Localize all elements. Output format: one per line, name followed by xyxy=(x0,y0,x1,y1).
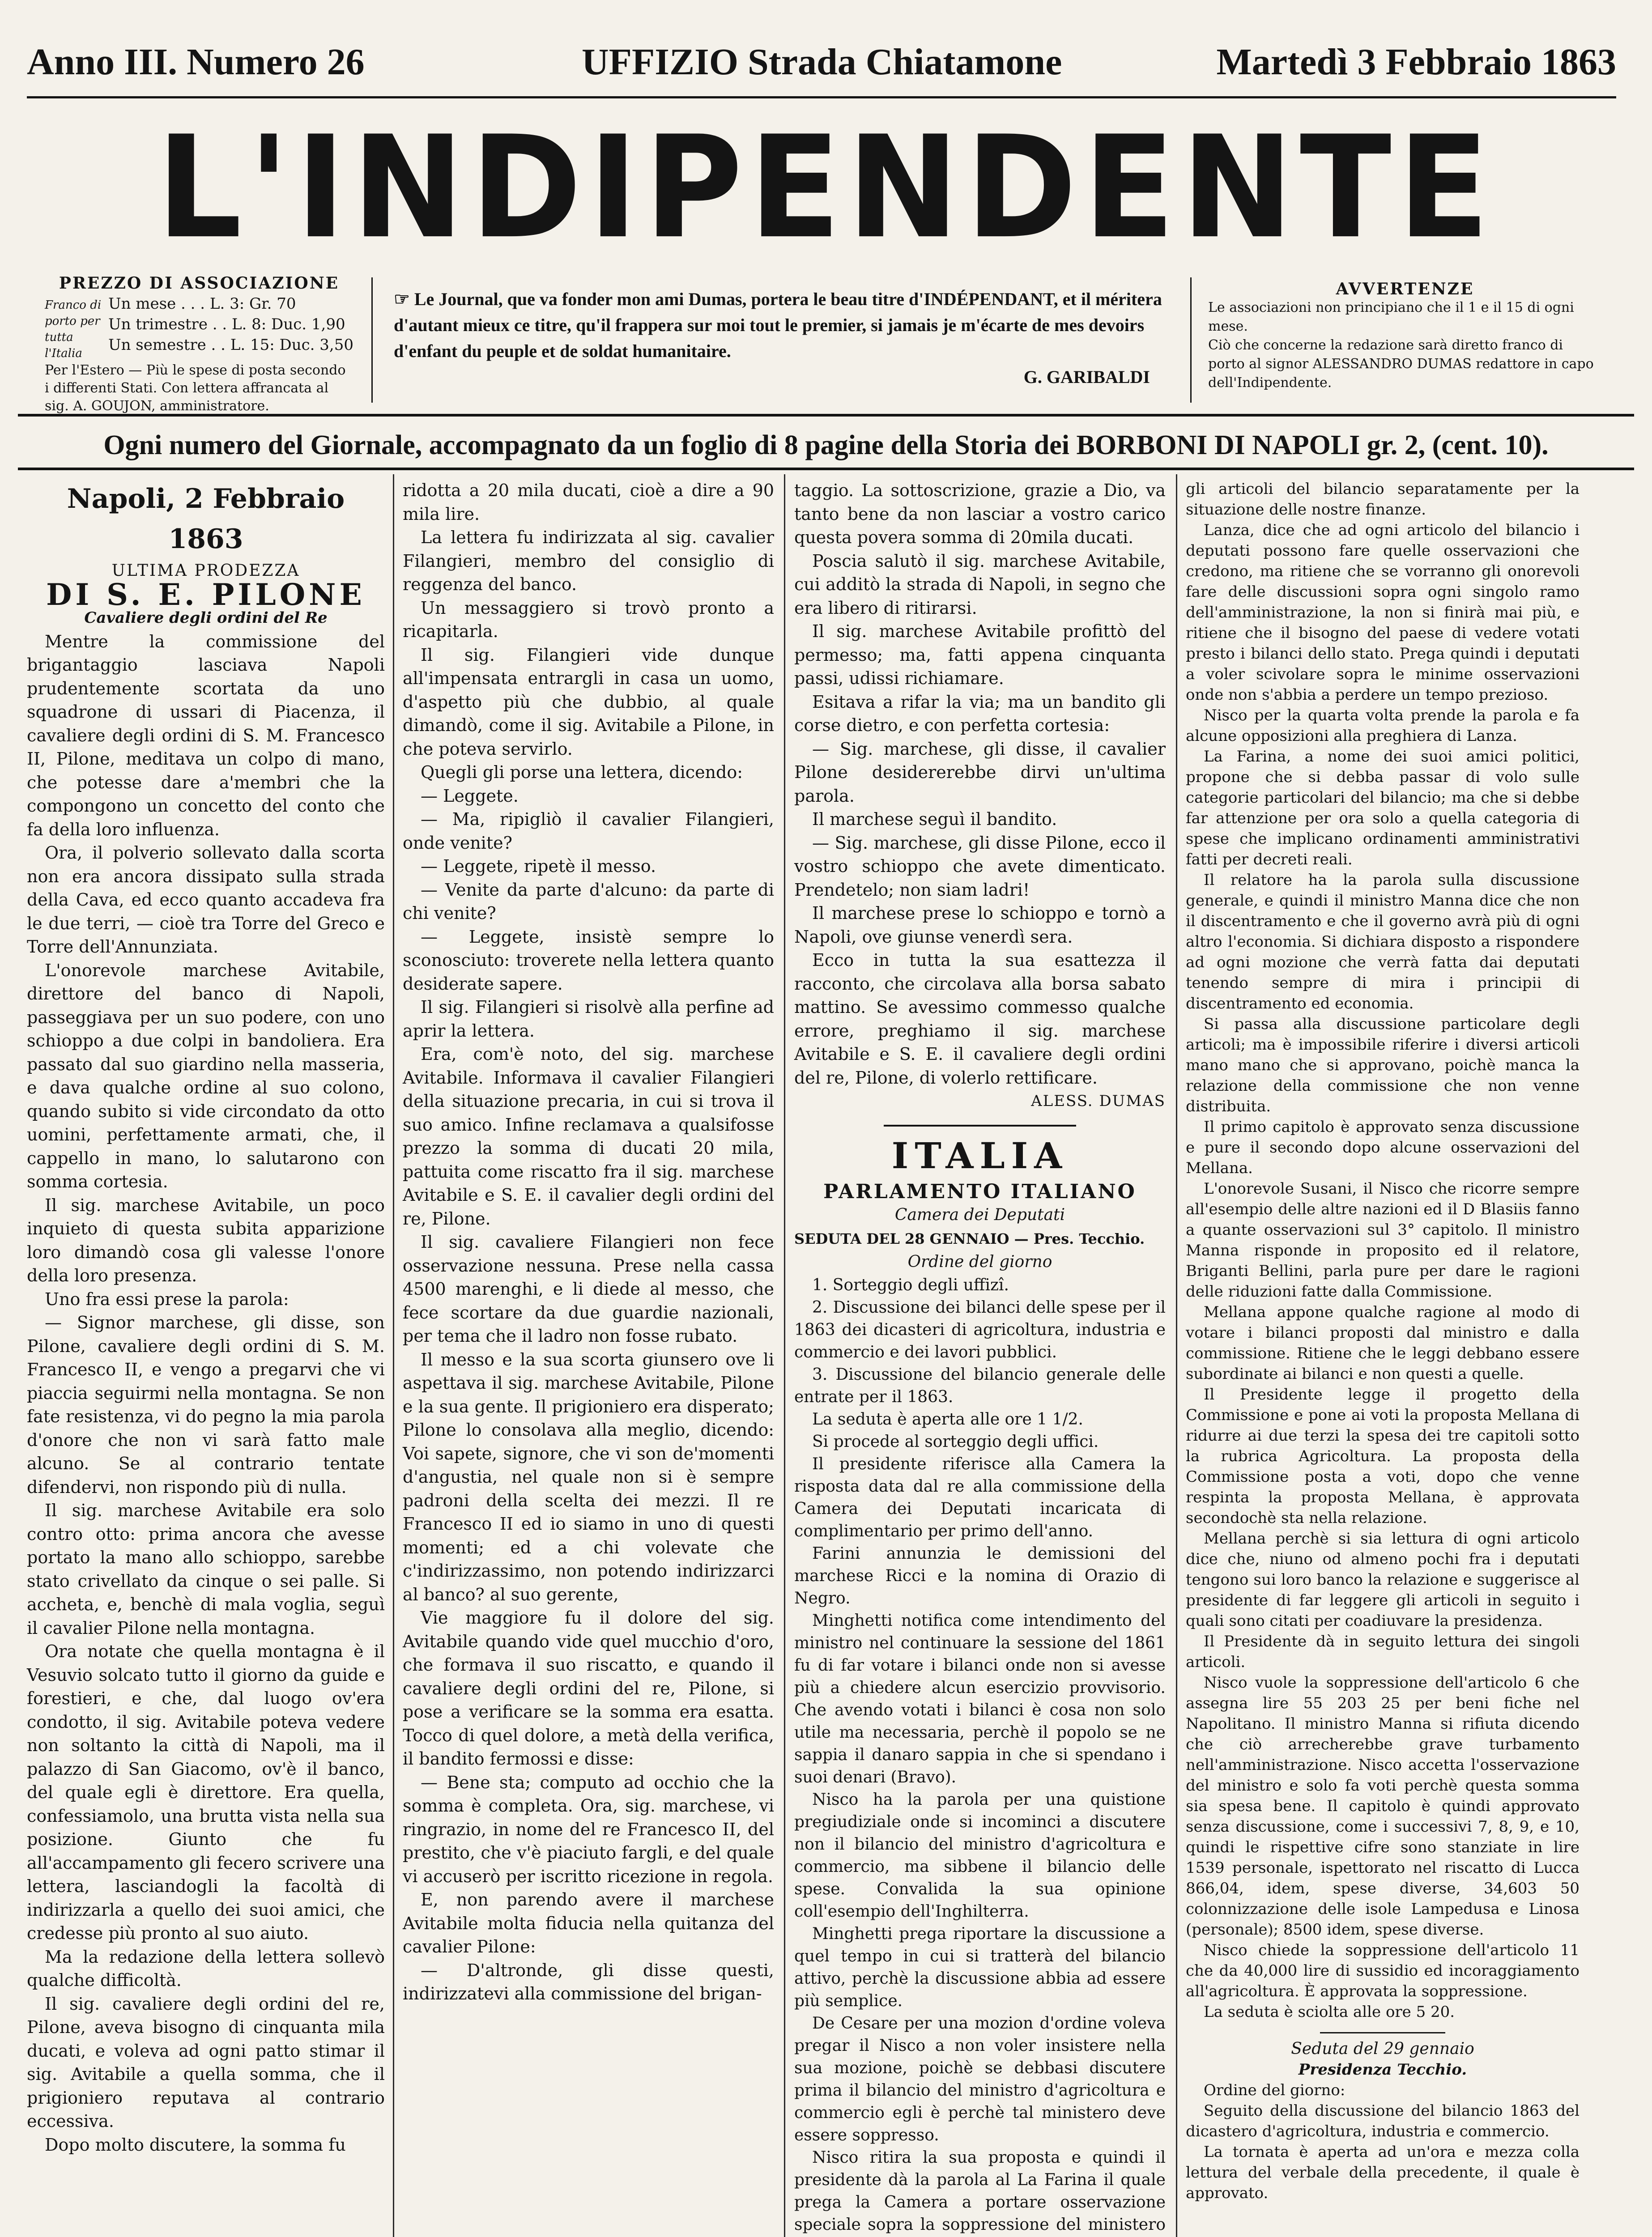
subscription-row: Un mese . . . L. 3: Gr. 70 xyxy=(108,295,296,313)
agenda-heading: Ordine del giorno: xyxy=(1204,2081,1345,2099)
paragraph: La lettera fu indirizzata al sig. cavalier Filangieri, membro del consiglio di reggenza del banco. xyxy=(403,527,774,594)
column-1 xyxy=(27,479,385,2156)
subscription-title: PREZZO DI ASSOCIAZIONE xyxy=(59,274,340,293)
masthead-title: L'INDIPENDENTE xyxy=(156,106,1496,270)
paragraph: — Leggete, ripetè il messo. xyxy=(421,856,656,876)
paragraph: Nisco ha la parola per una quistione pregiudiziale onde si incominci a discutere non il bilancio del ministro d'agricoltura e commercio, ma sibbene il bilancio delle spese. Convalida la sua opinione coll'esempio dell'Inghilterra. xyxy=(794,1790,1166,1921)
paragraph: Il sig. marchese Avitabile era solo contro otto: prima ancora che avesse portato la mano allo schioppo, sarebbe stato crivellato da cinque o sei palle. Si accheta, e, benchè di mala voglia, seguì il cavalier Pilone nella montagna. xyxy=(27,1501,385,1638)
agenda-item: La seduta è aperta alle ore 1 1/2. xyxy=(812,1410,1083,1429)
paragraph: L'onorevole marchese Avitabile, direttore del banco di Napoli, passeggiava per un suo podere, con uno schioppo a due colpi in bandoliera. Era passato dal suo giardino nella masseria, e dava qualche ordine al suo colono, quando subito si vide circondato da otto uomini, perfettamente armati, che, il cappello in mano, lo salutarono con somma cortesia. xyxy=(27,960,385,1191)
column-2 xyxy=(403,479,774,2006)
paragraph: — Venite da parte d'alcuno: da parte di chi venite? xyxy=(403,880,774,923)
paragraph: — Leggete. xyxy=(421,786,519,806)
paragraph: Lanza, dice che ad ogni articolo del bilancio i deputati possono fare quelle osservazioni che credono, ma ritiene che se vorranno gli onorevoli fare delle discussioni sopra ogni singolo ramo dell'amministrazione, la non si finirà mai più, e ritiene che il bisogno del paese di vedere votati presto i bilanci dello stato. Prega quindi i deputati a voler scivolare sopra le minime osservazioni onde non s'abbia a perdere un tempo prezioso. xyxy=(1186,521,1580,704)
paragraph: ridotta a 20 mila ducati, cioè a dire a 90 mila lire. xyxy=(403,481,774,524)
paragraph: Il messo e la sua scorta giunsero ove li aspettava il sig. marchese Avitabile, Pilone e la sua gente. Il prigioniero era disperato; Pilone lo consolava alla meglio, dicendo: Voi sapete, signore, che vi son de'momenti d'angustia, nel quale non si è sempre padroni della scelta dei mezzi. Il re Francesco II ed io siamo in uno di questi momenti; ed a chi volevate che c'indirizzassimo, non potendo indirizzarci al banco? al suo gerente, xyxy=(403,1349,774,1604)
paragraph: Vie maggiore fu il dolore del sig. Avitabile quando vide quel mucchio d'oro, che formava il suo riscatto, e quando il cavaliere degli ordini del re, Pilone, si pose a verificare se la somma era esatta. Tocco di quel dolore, a metà della verifica, il bandito fermossi e disse: xyxy=(403,1608,774,1769)
header-divider xyxy=(371,277,373,403)
paragraph: E, non parendo avere il marchese Avitabile molta fiducia nella quitanza del cavalier Pilone: xyxy=(403,1890,774,1956)
paragraph: Il Presidente dà in seguito lettura dei singoli articoli. xyxy=(1186,1633,1580,1671)
paragraph: L'onorevole Susani, il Nisco che ricorre sempre all'esempio delle altre nazioni ed il D Blasiis fanno a quante osservazioni sul 3° capitolo. Il ministro Manna risponde in proposito ed il relatore, Briganti Bellini, parla pure per dare le ragioni delle riduzioni fatte dalla Commissione. xyxy=(1186,1180,1580,1301)
paragraph: Ora, il polverio sollevato dalla scorta non era ancora dissipato sulla strada della Cava, ed ecco quanto accadeva fra le due terri, — cioè tra Torre del Greco e Torre dell'Annunziata. xyxy=(27,843,385,957)
paragraph: Nisco per la quarta volta prende la parola e fa alcune opposizioni alla preghiera di Lanza. xyxy=(1186,706,1580,745)
office-address: UFFIZIO Strada Chiatamone xyxy=(582,41,1062,83)
paragraph: Il relatore ha la parola sulla discussione generale, e quindi il ministro Manna dice che non il discentramento e che il governo avrà più di ogni altro l'economia. Si dichiara disposto a rispondere ad ogni mozione che verrà fatta dai deputati tenendo sempre di mira i principii di discentramento ed economia. xyxy=(1186,871,1580,1012)
top-rule xyxy=(27,96,1616,98)
paragraph: Il presidente riferisce alla Camera la risposta data dal re alla commissione della Camera dei Deputati incaricata di complimentario per primo dell'anno. xyxy=(794,1454,1166,1540)
paragraph: — Bene sta; computo ad occhio che la somma è completa. Ora, sig. marchese, vi ringrazio, in nome del re Francesco II, del prestito, che v'è piaciuto fargli, e del quale vi accuserò per iscritto ricezione in regola. xyxy=(403,1772,774,1886)
paragraph: Il sig. Filangieri vide dunque all'impensata entrargli in casa un uomo, d'aspetto più che dubbio, al quale dimandò, come il sig. Avitabile a Pilone, in che poteva servirlo. xyxy=(403,645,774,759)
price-banner: Ogni numero del Giornale, accompagnato da un foglio di 8 pagine della Storia dei BORBONI DI NAPOLI gr. 2, (cent. 10). xyxy=(103,430,1549,460)
motto-signature: G. GARIBALDI xyxy=(1023,367,1150,387)
agenda-item: Si procede al sorteggio degli uffici. xyxy=(812,1432,1099,1451)
paragraph: Il sig. marchese Avitabile profittò del permesso; ma, fatti appena cinquanta passi, udissi richiamare. xyxy=(794,621,1166,688)
paragraph: Nisco ritira la sua proposta e quindi il presidente dà la parola al La Farina il quale prega la Camera a portare osservazione speciale sopra la soppressione del ministero xyxy=(794,2148,1166,2234)
column-divider xyxy=(393,474,394,2237)
header-divider xyxy=(1190,277,1192,403)
paragraph: — Sig. marchese, gli disse, il cavalier Pilone desidererebbe dirvi un'ultima parola. xyxy=(794,739,1166,806)
banner-rule-top xyxy=(18,414,1634,417)
paragraph: Il marchese seguì il bandito. xyxy=(812,809,1057,829)
paragraph: Mellana perchè si sia lettura di ogni articolo dice che, niuno od almeno pochi fra i deputati tengono sui loro banco la relazione e suggerisce al presidente di far leggere gli articoli in seguito i quali sono citati per coadiuvare la presidenza. xyxy=(1186,1530,1580,1630)
paragraph: Ma la redazione della lettera sollevò qualche difficoltà. xyxy=(27,1947,385,1990)
column-divider xyxy=(1176,474,1177,2237)
paragraph: Esitava a rifar la via; ma un bandito gli corse dietro, e con perfetta cortesia: xyxy=(794,692,1166,735)
paragraph: Mellana appone qualche ragione al modo di votare i bilanci proposti dal ministro e dalla commissione. Ritiene che le leggi debbano essere subordinate ai bilanci e non questi a quelle. xyxy=(1186,1303,1580,1383)
paragraph: taggio. La sottoscrizione, grazie a Dio, va tanto bene da non lasciar a vostro carico questa povera somma di 20mila ducati. xyxy=(794,481,1166,547)
paragraph: Ora notate che quella montagna è il Vesuvio solcato tutto il giorno da guide e forestieri, e che, dal luogo ov'era condotto, il sig. Avitabile poteva vedere non soltanto la città di Napoli, ma il palazzo di San Giacomo, ov'è il banco, del quale egli è direttore. Era quella, confessiamolo, una brutta vista nella sua posizione. Giunto che fu all'accampamento gli fecero scrivere una lettera, lasciandogli la facoltà di indirizzarla a quello dei suoi amici, che credesse più pronto al suo aiuto. xyxy=(27,1642,385,1943)
issue-date: Martedì 3 Febbraio 1863 xyxy=(1216,41,1616,83)
paragraph: La seduta è sciolta alle ore 5 20. xyxy=(1204,2003,1455,2021)
notice-title: AVVERTENZE xyxy=(1336,280,1474,298)
paragraph: Posciа salutò il sig. marchese Avitabile, cui additò la strada di Napoli, in segno che era libero di ritirarsi. xyxy=(794,551,1166,618)
paragraph: Il marchese prese lo schioppo e tornò a Napoli, ove giunse venerdì sera. xyxy=(794,903,1166,947)
banner-rule-bottom xyxy=(18,468,1634,470)
paragraph: Nisco chiede la soppressione dell'articolo 11 che da 40,000 lire di sussidio ed incoraggiamento all'agricoltura. È approvata la soppressione. xyxy=(1186,1941,1580,2000)
paragraph: Il sig. Filangieri si risolvè alla perfine ad aprir la lettera. xyxy=(403,997,774,1041)
subscription-row: Un trimestre . . L. 8: Duc. 1,90 xyxy=(108,315,345,333)
paragraph: — D'altronde, gli disse questi, indirizzatevi alla commissione del brigan- xyxy=(403,1960,774,2003)
paragraph: Seguito della discussione del bilancio 1863 del dicastero d'agricoltura, industria e commercio. xyxy=(1186,2102,1580,2140)
session-line: SEDUTA DEL 28 GENNAIO — Pres. Tecchio. xyxy=(794,1230,1145,1247)
article-headline: DI S. E. PILONE xyxy=(46,577,366,612)
motto-text: ☞ Le Journal, que va fonder mon ami Dumas, portera le beau titre d'INDÉPENDANT, et il méritera d'autant mieux ce titre, qu'il frappera sur moi tout le premier, si jamais je m'écarte de mes devoirs d'enfant du peuple et de soldat humanitaire. xyxy=(394,289,1162,361)
agenda-item: 1. Sorteggio degli uffizî. xyxy=(812,1276,1009,1294)
notice-line: Le associazioni non principiano che il 1 e il 15 di ogni mese. xyxy=(1208,300,1574,334)
paragraph: Minghetti prega riportare la discussione a quel tempo in cui si tratterà del bilancio attivo, perchè la discussione abbia ad essere più semplice. xyxy=(794,1924,1166,2010)
paragraph: — Sig. marchese, gli disse Pilone, ecco il vostro schioppo che avete dimenticato. Prendetelo; non siam ladri! xyxy=(794,833,1166,900)
paragraph: gli articoli del bilancio separatamente per la situazione delle nostre finanze. xyxy=(1186,480,1580,519)
paragraph: Il primo capitolo è approvato senza discussione e pure il secondo dopo alcune osservazioni del Mellana. xyxy=(1186,1118,1580,1177)
paragraph: Si passa alla discussione particolare degli articoli; ma è impossibile riferire i diversi articoli mano mano che si approvano, poichè manca la relazione della commissione che non venne distribuita. xyxy=(1186,1015,1580,1115)
presidency-line: Presidenza Tecchio. xyxy=(1298,2061,1467,2079)
paragraph: Mentre la commissione del brigantaggio lasciava Napoli prudentemente scortata da uno squadrone di ussari di Piacenza, il cavaliere degli ordini di S. M. Francesco II, Pilone, meditava un colpo di mano, che potesse dare a'membri che la compongono un concetto del conto che fa della loro influenza. xyxy=(27,631,385,839)
paragraph: Quegli gli porse una lettera, dicendo: xyxy=(421,762,743,782)
paragraph: De Cesare per una mozion d'ordine voleva pregar il Nisco a non voler insistere nella sua mozione, poichè se debbasi discutere prima il bilancio del ministro d'agricoltura e commercio egli è perchè tal ministero deve essere soppresso. xyxy=(794,2014,1166,2144)
paragraph: La Farina, a nome dei suoi amici politici, propone che si debba passar di volo sulle categorie particolari del bilancio; ma che si debbe far attenzione per ora solo a quella categoria di spese che implicano ordinamenti amministrativi fatti per decreti reali. xyxy=(1186,748,1580,868)
subscription-row: Un semestre . . L. 15: Duc. 3,50 xyxy=(108,336,353,354)
notice-box xyxy=(1208,280,1602,392)
issue-number: Anno III. Numero 26 xyxy=(27,41,365,83)
paragraph: Farini annunzia le demissioni del marchese Ricci e la nomina di Orazio di Negro. xyxy=(794,1544,1166,1608)
paragraph: Era, com'è noto, del sig. marchese Avitabile. Informava il cavalier Filangieri della situazione precaria, in cui si trova il suo amico. Infine reclamava a qualsifosse prezzo la somma di ducati 20 mila, pattuita come riscatto fra il sig. marchese Avitabile e S. E. il cavalier degli ordini del re, Pilone. xyxy=(403,1044,774,1229)
article-kicker: ULTIMA PRODEZZA xyxy=(111,561,300,580)
agenda-item: 2. Discussione dei bilanci delle spese per il 1863 dei dicasteri di agricoltura, industria e commercio e dei lavori pubblici. xyxy=(794,1298,1166,1361)
top-line xyxy=(27,40,1616,89)
paragraph: Nisco vuole la soppressione dell'articolo 6 che assegna lire 55 203 25 per beni fiche nel Napolitano. Il ministro Manna si rifiuta dicendo che ciò arrecherebbe grave turbamento nell'amministrazione. Nisco accetta l'osservazione del ministro e solo fa voti perchè questa somma sia spesa bene. Il capitolo è quindi approvato senza discussione, come i successivi 7, 8, 9, e 10, quindi le rispettive cifre sono stanziate in lire 1539 personale, ispettorato nel riscatto di Lucca 866,04, idem, spese diverse, 34,603 50 colonnizzazione delle isole Lampedusa e Linosa (personale); 8500 idem, spese diverse. xyxy=(1186,1674,1580,1939)
article-signature: ALESS. DUMAS xyxy=(1031,1092,1166,1110)
subscription-side-note: Franco di porto per tutta l'Italia xyxy=(45,298,102,360)
column-divider xyxy=(784,474,785,2237)
paragraph: Il sig. cavaliere Filangieri non fece osservazione nessuna. Prese nella cassa 4500 marenghi, e li diede al messo, che fece scortare da due guardie nazionali, per tema che il ladro non fosse rubato. xyxy=(403,1232,774,1346)
notice-line: Ciò che concerne la redazione sarà diretto franco di porto al signor ALESSANDRO DUMAS redattore in capo dell'Indipendente. xyxy=(1208,337,1594,391)
paragraph: La tornata è aperta ad un'ora e mezza colla lettura del verbale della precedente, il quale è approvato. xyxy=(1186,2143,1580,2202)
column-3 xyxy=(794,479,1166,2237)
paragraph: Il sig. marchese Avitabile, un poco inquieto di questa subita apparizione loro dimandò cosa gli valesse l'onore della loro presenza. xyxy=(27,1195,385,1285)
paragraph: — Ma, ripigliò il cavalier Filangieri, onde venite? xyxy=(403,809,774,853)
session-rule xyxy=(1320,2032,1445,2033)
paragraph: Il sig. cavaliere degli ordini del re, Pilone, aveva bisogno di cinquanta mila ducati, e voleva ad ogni patto stimar il sig. Avitabile a quella somma, che il prigioniero reputava al contrario eccessiva. xyxy=(27,1994,385,2131)
paragraph: — Signor marchese, gli disse, son Pilone, cavaliere degli ordini di S. M. Francesco II, e vengo a pregarvi che vi piaccia seguirmi nella montagna. Se non fate resistenza, vi do pegno la mia parola d'onore che non vi sarà fatto male alcuno. Se al contrario tentate difendervi, non rispondo più di nulla. xyxy=(27,1313,385,1497)
paragraph: Ecco in tutta la sua esattezza il racconto, che circolava alla borsa sabato mattino. Se avessimo commesso qualche errore, preghiamo il sig. marchese Avitabile e S. E. il cavaliere degli ordini del re, Pilone, di volerlo rettificare. xyxy=(794,950,1166,1088)
column-4 xyxy=(1186,479,1580,2203)
dateline: Napoli, 2 Febbraio 1863 xyxy=(67,483,345,555)
paragraph: Il Presidente legge il progetto della Commissione e pone ai voti la proposta Mellana di ridurre ai due terzi la spesa dei tre capitoli sotto la rubrica Agricoltura. La proposta della Commissione posta a voti, dopo che venne respinta la proposta Mellana, è approvata secondochè sta nella relazione. xyxy=(1186,1386,1580,1527)
agenda-heading: Ordine del giorno xyxy=(907,1253,1052,1271)
paragraph: Un messaggiero si trovò pronto a ricapitarla. xyxy=(403,598,774,641)
paragraph: — Leggete, insistè sempre lo sconosciuto: troverete nella lettera quanto desiderate sapere. xyxy=(403,927,774,994)
section-title: ITALIA xyxy=(891,1134,1069,1177)
paragraph: Uno fra essi prese la parola: xyxy=(45,1289,289,1309)
paragraph: Dopo molto discutere, la somma fu xyxy=(45,2135,346,2155)
camera-heading: Camera dei Deputati xyxy=(894,1206,1065,1224)
parliament-heading: PARLAMENTO ITALIANO xyxy=(823,1180,1137,1203)
paragraph: Minghetti notifica come intendimento del ministro nel continuare la sessione del 1861 fu di far votare i bilanci onde non si avesse più a chiedere alcun esercizio provvisorio. Che avendo votati i bilanci è cosa non solo utile ma necessaria, perchè il popolo se ne sappia il danaro sappia in che si spendano i suoi denari (Bravo). xyxy=(794,1611,1166,1786)
garibaldi-motto xyxy=(394,286,1177,390)
section-rule xyxy=(884,1125,1076,1127)
subscription-box xyxy=(45,273,353,415)
session-heading: Seduta del 29 gennaio xyxy=(1291,2040,1474,2058)
article-subtitle: Cavaliere degli ordini del Re xyxy=(84,609,328,627)
subscription-foreign: Per l'Estero — Più le spese di posta secondo i differenti Stati. Con lettera affrancata al sig. A. GOUJON, amministratore. xyxy=(45,362,346,414)
agenda-item: 3. Discussione del bilancio generale delle entrate per il 1863. xyxy=(794,1365,1166,1406)
